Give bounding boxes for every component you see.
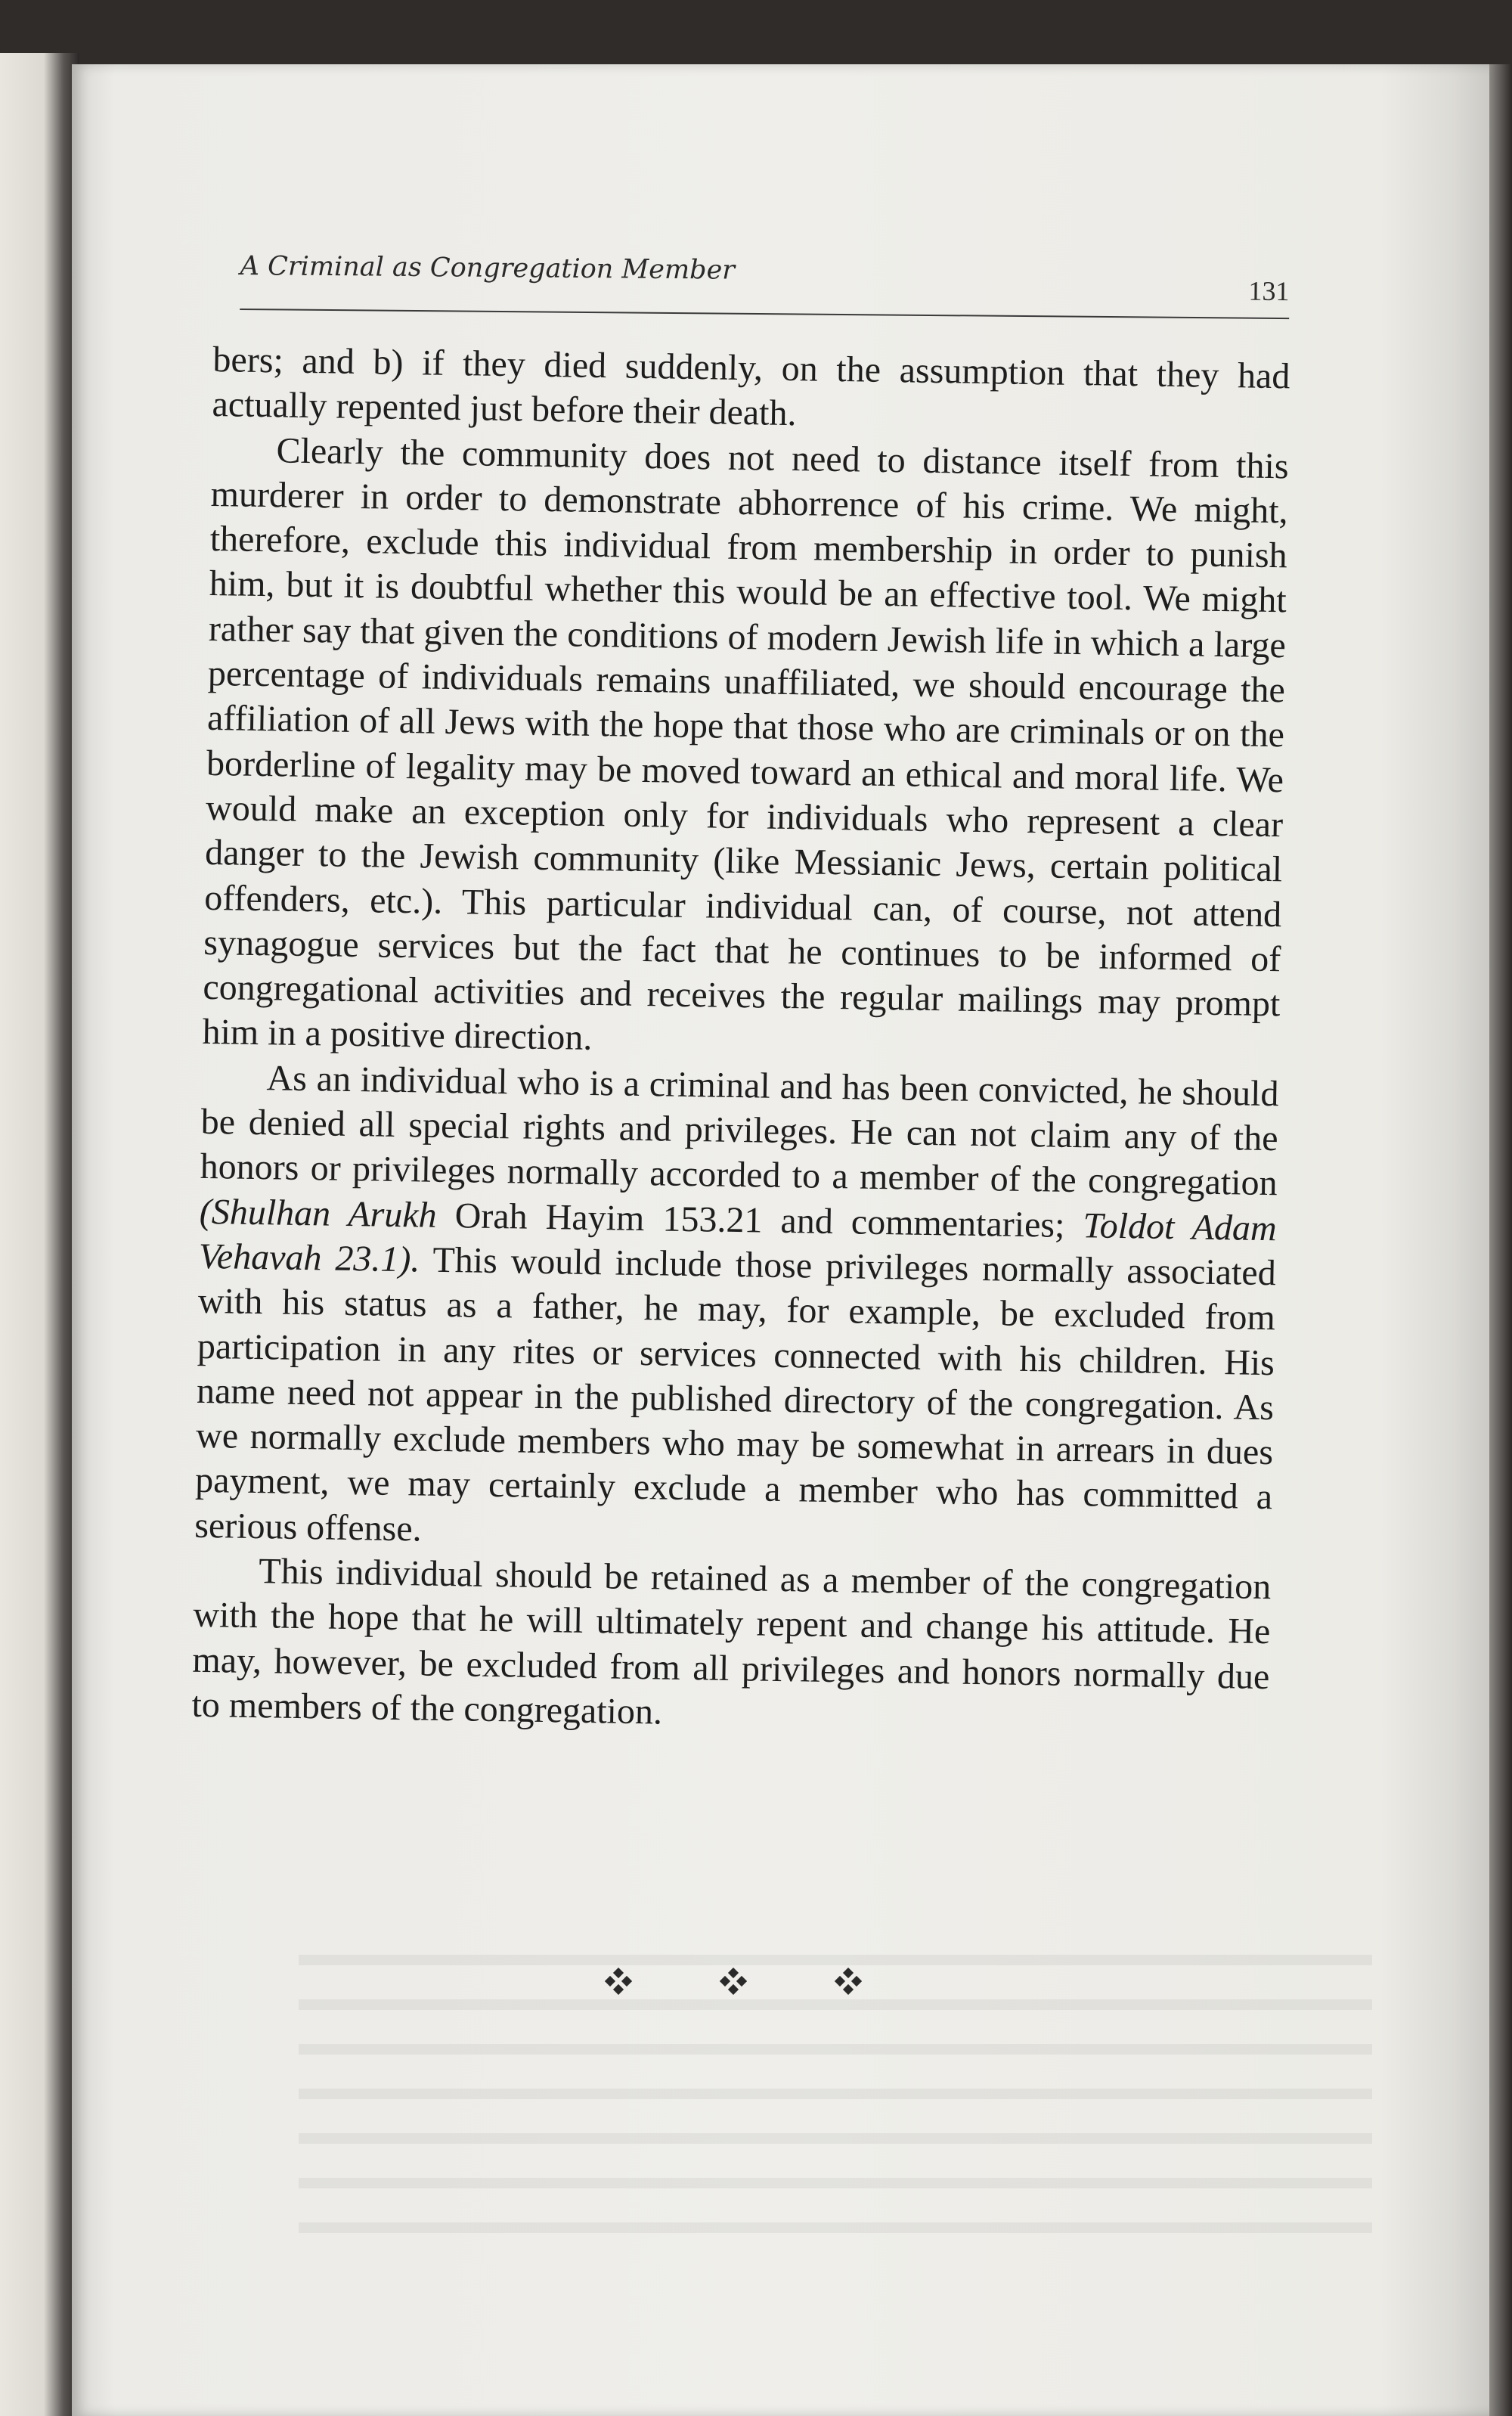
page-fore-edge — [1489, 64, 1512, 2416]
page-number: 131 — [1248, 275, 1290, 307]
paragraph: This individual should be retained as a member of the congregation with the hope that he will ultimately repent and change his attitude. He may, however, be excluded from all privileges and honors normally due to members of the congregation. — [191, 1551, 1272, 1732]
text-run: This would include those privileges normally associated with his status as a father, he may, for example, be excluded from participation in any rites or services connected with his children. His name need not appear in the published directory of the congregation. As we normally exclude members who may be somewhat in arrears in dues payment, we may certainly exclude a member who has committed a serious offense. — [194, 1239, 1277, 1549]
citation-italic: Toldot Adam Vehavah 23.1). — [198, 1205, 1278, 1280]
diamond-cluster-icon — [720, 1968, 747, 1995]
text-run: Orah Hayim 153.21 and commentaries; — [436, 1195, 1083, 1245]
body-text — [191, 337, 1290, 1744]
text-run: As an individual who is a criminal and has been convicted, he should be denied all special rights and privileges. He can not claim any of the honors or privileges normally accorded to a member of the congregation — [200, 1057, 1279, 1204]
paragraph: Clearly the community does not need to distance itself from this murderer in order to demonstrate abhorrence of his crime. We might, therefore, exclude this individual from membership in order to punish him, but it is doubtful whether this would be an effective tool. We might rather say that given the conditions of modern Jewish life in which a large percentage of individuals remains unaffiliated, we should encourage the affiliation of all Jews with the hope that those who are criminals or on the borderline of legality may be moved toward an ethical and moral life. We would make an exception only for individuals who represent a clear danger to the Jewish community (like Messianic Jews, certain political offenders, etc.). This particular individual can, of course, not attend synagogue services but the fact that he continues to be informed of congregational activities and receives the regular mailings may prompt him in a positive direction. — [202, 430, 1289, 1059]
paragraph-continued: bers; and b) if they died suddenly, on the assumption that they had actually repented just before their death. — [212, 339, 1290, 434]
page-header — [240, 243, 1290, 319]
diamond-cluster-icon — [835, 1968, 862, 1995]
citation-italic: (Shulhan Arukh — [199, 1191, 438, 1236]
paragraph — [194, 1055, 1279, 1565]
diamond-cluster-icon — [605, 1968, 632, 1995]
running-head: A Criminal as Congregation Member — [240, 250, 736, 286]
facing-page-edge — [0, 53, 79, 2416]
section-ornament — [605, 1959, 862, 2004]
